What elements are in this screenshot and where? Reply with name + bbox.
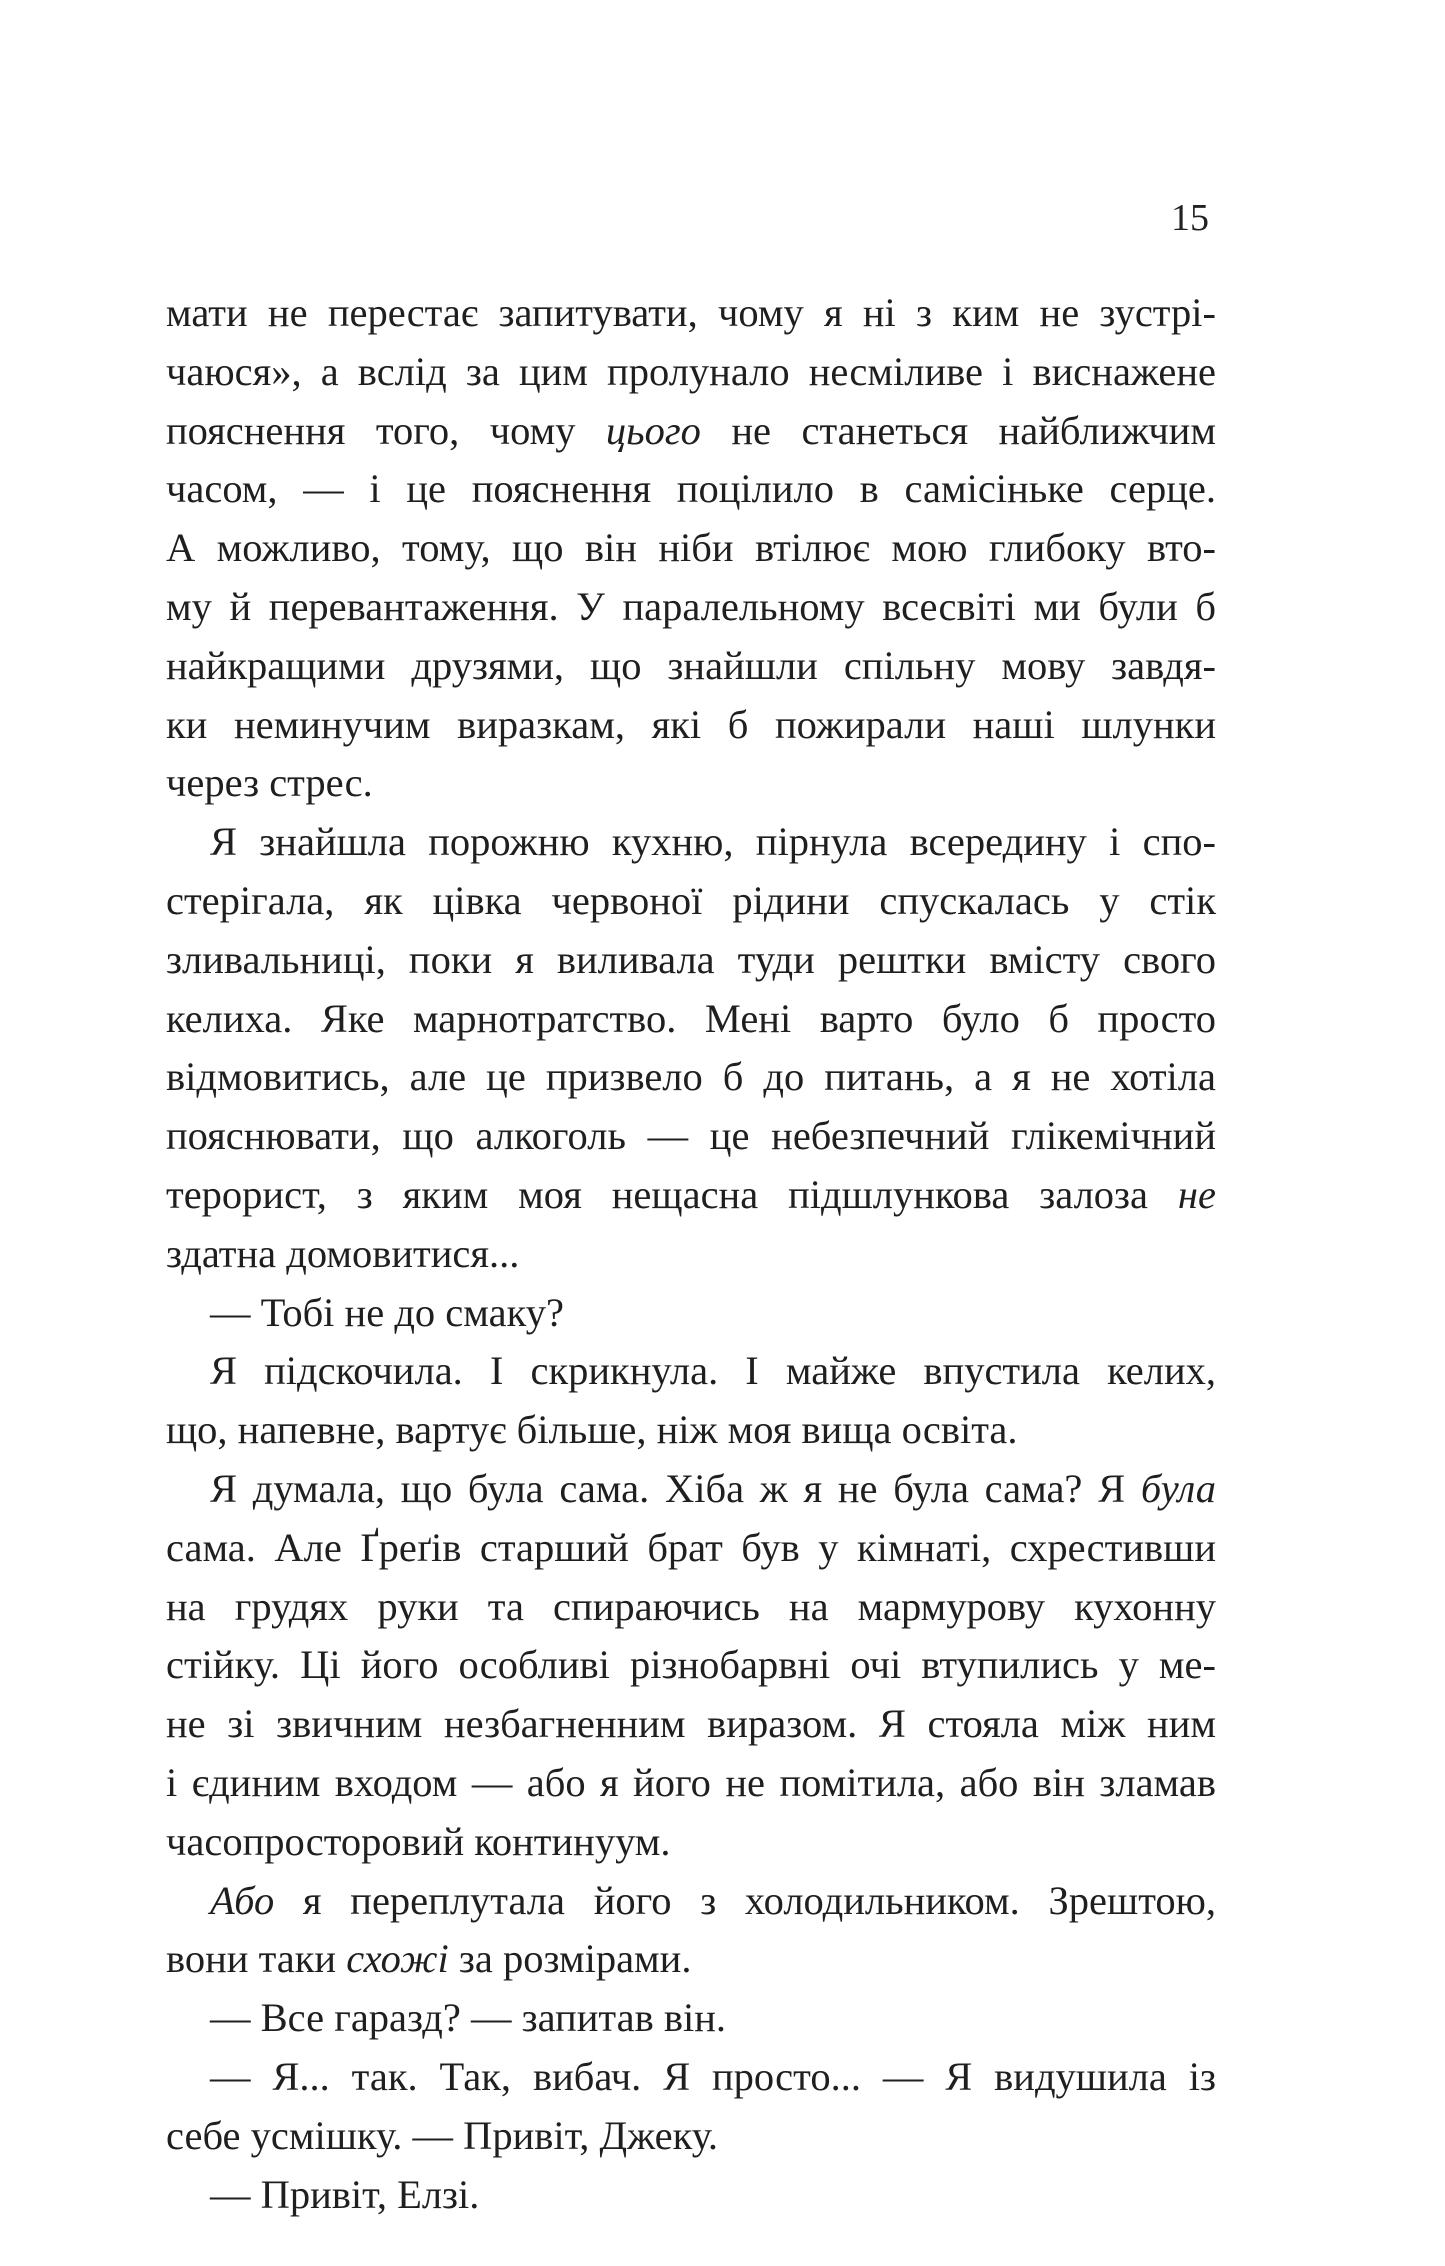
- text-line: [166, 1989, 1216, 2048]
- text-segment: стійку. Ці його особливі різнобарвні очі втупились у ме-: [166, 1642, 1216, 1688]
- text-segment: часопросторовий континуум.: [166, 1818, 671, 1864]
- text-line: [166, 1636, 1216, 1695]
- text-line: [166, 1519, 1216, 1578]
- text-line: [166, 1284, 1216, 1343]
- text-line: [166, 578, 1216, 637]
- text-segment: А можливо, тому, що він ніби втілює мою глибоку вто-: [166, 525, 1216, 571]
- text-segment: себе усмішку. — Привіт, Джеку.: [166, 2112, 719, 2158]
- text-segment: пояснювати, що алкоголь — це небезпечний глікемічний: [166, 1113, 1216, 1159]
- text-segment: вони таки: [166, 1936, 347, 1982]
- text-segment: відмовитись, але це призвело б до питань, а я не хотіла: [166, 1054, 1216, 1100]
- text-segment: му й перевантаження. У паралельному всесвіті ми були б: [166, 583, 1216, 629]
- text-segment: пояснення того, чому: [166, 407, 606, 453]
- italic-text: була: [1140, 1465, 1216, 1511]
- text-line: [166, 460, 1216, 519]
- text-line: [166, 990, 1216, 1049]
- text-line: [166, 1578, 1216, 1637]
- text-segment: — Привіт, Елзі.: [210, 2171, 480, 2217]
- text-line: [166, 343, 1216, 402]
- text-line: [166, 2107, 1216, 2166]
- text-segment: часом, — і це пояснення поцілило в самісіньке серце.: [166, 466, 1216, 512]
- text-line: [166, 1813, 1216, 1872]
- text-segment: — Все гаразд? — запитав він.: [210, 1995, 726, 2041]
- text-line: [166, 1872, 1216, 1931]
- italic-text: схожі: [346, 1936, 449, 1982]
- text-line: [166, 1342, 1216, 1401]
- text-line: [166, 1107, 1216, 1166]
- text-line: [166, 1048, 1216, 1107]
- text-segment: через стрес.: [166, 760, 373, 806]
- italic-text: цього: [605, 407, 701, 453]
- text-segment: Я знайшла порожню кухню, пірнула всередину і спо-: [210, 819, 1216, 865]
- text-segment: не зі звичним незбагненним виразом. Я стояла між ним: [166, 1701, 1216, 1747]
- text-segment: келиха. Яке марнотратство. Мені варто було б просто: [166, 995, 1216, 1041]
- text-line: [166, 872, 1216, 931]
- text-line: [166, 1225, 1216, 1284]
- page-number: 15: [1171, 197, 1209, 239]
- text-segment: ки неминучим виразкам, які б пожирали наші шлунки: [166, 701, 1216, 747]
- italic-text: не: [1177, 1171, 1216, 1217]
- text-segment: не станеться найближчим: [700, 407, 1216, 453]
- text-line: [166, 402, 1216, 461]
- text-segment: зливальниці, поки я виливала туди рештки вмісту свого: [166, 936, 1216, 982]
- text-line: [166, 519, 1216, 578]
- text-segment: найкращими друзями, що знайшли спільну мову завдя-: [166, 642, 1216, 688]
- text-segment: — Я... так. Так, вибач. Я просто... — Я видушила із: [210, 2053, 1216, 2099]
- text-segment: — Тобі не до смаку?: [210, 1289, 564, 1335]
- text-line: [166, 813, 1216, 872]
- text-segment: і єдиним входом — або я його не помітила, або він зламав: [166, 1759, 1216, 1805]
- italic-text: Або: [210, 1877, 275, 1923]
- text-segment: що, напевне, вартує більше, ніж моя вища освіта.: [166, 1407, 1018, 1453]
- text-line: [166, 931, 1216, 990]
- text-segment: сама. Але Ґреґів старший брат був у кімнаті, схрестивши: [166, 1524, 1216, 1570]
- text-line: [166, 696, 1216, 755]
- text-segment: чаюся», а вслід за цим пролунало несміливе і виснажене: [166, 348, 1216, 394]
- text-segment: стерігала, як цівка червоної рідини спускалась у стік: [166, 877, 1216, 923]
- text-segment: Я думала, що була сама. Хіба ж я не була сама? Я: [210, 1465, 1141, 1511]
- text-line: [166, 284, 1216, 343]
- text-segment: здатна домовитися...: [166, 1230, 520, 1276]
- text-line: [166, 1401, 1216, 1460]
- text-line: [166, 1166, 1216, 1225]
- text-line: [166, 2048, 1216, 2107]
- body-text: [166, 284, 1216, 2224]
- text-line: [166, 2166, 1216, 2225]
- text-line: [166, 1460, 1216, 1519]
- text-segment: терорист, з яким моя нещасна підшлункова залоза: [166, 1171, 1178, 1217]
- text-line: [166, 637, 1216, 696]
- text-segment: мати не перестає запитувати, чому я ні з ким не зустрі-: [166, 290, 1216, 335]
- text-segment: на грудях руки та спираючись на мармурову кухонну: [166, 1583, 1216, 1629]
- text-line: [166, 1930, 1216, 1989]
- text-line: [166, 1695, 1216, 1754]
- text-segment: я переплутала його з холодильником. Зрештою,: [274, 1877, 1216, 1923]
- text-line: [166, 754, 1216, 813]
- text-segment: за розмірами.: [448, 1936, 692, 1982]
- text-line: [166, 1754, 1216, 1813]
- text-segment: Я підскочила. І скрикнула. І майже впустила келих,: [210, 1348, 1216, 1394]
